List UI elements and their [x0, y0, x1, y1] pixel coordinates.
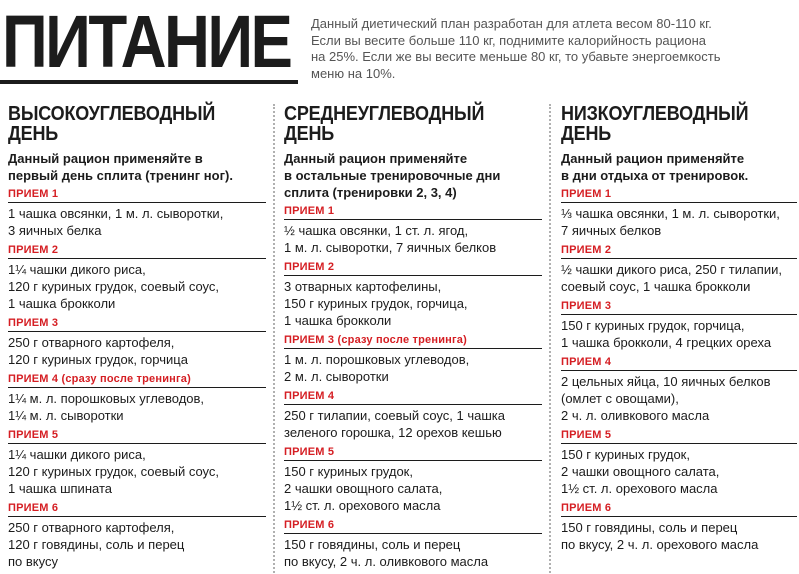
meal-line: 1 м. л. порошковых углеводов,	[284, 352, 470, 367]
meal-label: ПРИЕМ 3 (сразу после тренинга)	[284, 333, 542, 349]
meal-line: 1 чашка брокколи	[284, 313, 392, 328]
intro-line: Данный диетический план разработан для атлета весом 80-110 кг.	[311, 16, 712, 31]
meal-line: 150 г куриных грудок, горчица,	[284, 296, 468, 311]
page-header	[0, 0, 799, 100]
meal-label: ПРИЕМ 2	[284, 260, 542, 276]
column-title-line: ВЫСОКОУГЛЕВОДНЫЙ	[8, 103, 216, 125]
meal-text	[8, 390, 266, 424]
meal-label: ПРИЕМ 4	[284, 389, 542, 405]
meal-block	[284, 333, 542, 385]
meal-block	[561, 299, 797, 351]
column-description	[284, 150, 542, 201]
meal-line: 7 яичных белков	[561, 223, 662, 238]
meal-line: 250 г тилапии, соевый соус, 1 чашка	[284, 408, 505, 423]
meal-line: 3 отварных картофелины,	[284, 279, 442, 294]
meal-label: ПРИЕМ 6	[561, 501, 797, 517]
meal-text	[561, 205, 797, 239]
meal-text	[8, 334, 266, 368]
meal-line: зеленого горошка, 12 орехов кешью	[284, 425, 502, 440]
meal-text	[284, 351, 542, 385]
meal-line: 1½ ст. л. орехового масла	[561, 481, 718, 496]
meal-line: 250 г отварного картофеля,	[8, 335, 175, 350]
meal-line: 150 г говядины, соль и перец	[284, 537, 461, 552]
meal-line: 2 цельных яйца, 10 яичных белков	[561, 374, 771, 389]
meal-line: ½ чашка овсянки, 1 ст. л. ягод,	[284, 223, 469, 238]
meal-line: 1¼ чашки дикого риса,	[8, 447, 146, 462]
desc-line: Данный рацион применяйте в	[8, 151, 203, 166]
meal-text	[561, 261, 797, 295]
meal-text	[8, 446, 266, 497]
meal-text	[8, 205, 266, 239]
meal-block	[561, 355, 797, 424]
meal-line: 2 м. л. сыворотки	[284, 369, 389, 384]
meal-line: 250 г отварного картофеля,	[8, 520, 175, 535]
meal-label: ПРИЕМ 3	[8, 316, 266, 332]
title-block	[0, 0, 298, 84]
meal-label: ПРИЕМ 1	[284, 204, 542, 220]
meal-text	[561, 446, 797, 497]
desc-line: первый день сплита (тренинг ног).	[8, 168, 233, 183]
meal-line: (омлет с овощами),	[561, 391, 679, 406]
meal-text	[284, 463, 542, 514]
desc-line: в дни отдыха от тренировок.	[561, 168, 749, 183]
meal-block	[561, 501, 797, 553]
meal-line: по вкусу	[8, 554, 58, 569]
meal-line: соевый соус, 1 чашка брокколи	[561, 279, 751, 294]
meal-label: ПРИЕМ 2	[561, 243, 797, 259]
meal-label: ПРИЕМ 6	[284, 518, 542, 534]
meal-block	[8, 501, 266, 570]
meal-label: ПРИЕМ 5	[284, 445, 542, 461]
meal-block	[8, 316, 266, 368]
column-medium-carb	[284, 104, 542, 574]
meal-line: ½ чашки дикого риса, 250 г тилапии,	[561, 262, 782, 277]
meal-line: 2 чашки овощного салата,	[284, 481, 443, 496]
column-title-line: ДЕНЬ	[561, 123, 612, 145]
meal-label: ПРИЕМ 5	[8, 428, 266, 444]
meal-line: 2 чашки овощного салата,	[561, 464, 720, 479]
meal-line: 120 г куриных грудок, соевый соус,	[8, 464, 220, 479]
column-title	[284, 104, 516, 144]
meal-line: 1 чашка брокколи	[8, 296, 116, 311]
column-title-line: СРЕДНЕУГЛЕВОДНЫЙ	[284, 103, 485, 125]
intro-line: на 25%. Если же вы весите меньше 80 кг, то убавьте энергоемкость	[311, 49, 721, 64]
meal-line: 1¼ чашки дикого риса,	[8, 262, 146, 277]
meal-line: 1½ ст. л. орехового масла	[284, 498, 441, 513]
meal-block	[561, 187, 797, 239]
meal-block	[561, 428, 797, 497]
column-title	[8, 104, 240, 144]
meal-block	[284, 260, 542, 329]
meal-text	[284, 536, 542, 570]
meal-text	[561, 519, 797, 553]
meal-line: 150 г куриных грудок,	[561, 447, 690, 462]
meal-label: ПРИЕМ 4 (сразу после тренинга)	[8, 372, 266, 388]
meal-label: ПРИЕМ 4	[561, 355, 797, 371]
column-description	[8, 150, 266, 184]
meal-block	[8, 187, 266, 239]
meal-text	[8, 519, 266, 570]
meal-label: ПРИЕМ 1	[8, 187, 266, 203]
meal-label: ПРИЕМ 5	[561, 428, 797, 444]
meal-block	[284, 518, 542, 570]
desc-line: Данный рацион применяйте	[561, 151, 745, 166]
meal-text	[284, 278, 542, 329]
meal-line: 120 г говядины, соль и перец	[8, 537, 185, 552]
meal-text	[561, 317, 797, 351]
meal-text	[561, 373, 797, 424]
intro-line: Если вы весите больше 110 кг, поднимите калорийность рациона	[311, 32, 707, 48]
meal-line: 1 чашка шпината	[8, 481, 112, 496]
meal-line: 1 м. л. сыворотки, 7 яичных белков	[284, 240, 497, 255]
desc-line: в остальные тренировочные дни	[284, 168, 501, 183]
meal-block	[8, 428, 266, 497]
meal-line: 1 чашка брокколи, 4 грецких ореха	[561, 335, 772, 350]
meal-line: 1 чашка овсянки, 1 м. л. сыворотки,	[8, 206, 224, 221]
column-divider	[549, 104, 551, 573]
desc-line: Данный рацион применяйте	[284, 151, 468, 166]
meal-label: ПРИЕМ 6	[8, 501, 266, 517]
intro-paragraph	[311, 16, 781, 82]
desc-line: сплита (тренировки 2, 3, 4)	[284, 185, 457, 200]
meal-block	[8, 372, 266, 424]
meal-label: ПРИЕМ 2	[8, 243, 266, 259]
meal-line: 1¼ м. л. порошковых углеводов,	[8, 391, 205, 406]
meal-line: ⅓ чашка овсянки, 1 м. л. сыворотки,	[561, 206, 780, 221]
column-description	[561, 150, 797, 184]
meal-line: 150 г куриных грудок,	[284, 464, 413, 479]
meal-line: 3 яичных белка	[8, 223, 102, 238]
meal-line: 150 г говядины, соль и перец	[561, 520, 738, 535]
meal-block	[8, 243, 266, 312]
meal-line: 1¼ м. л. сыворотки	[8, 408, 124, 423]
column-high-carb	[8, 104, 266, 574]
meal-block	[284, 204, 542, 256]
intro-line: меню на 10%.	[311, 65, 396, 81]
meal-line: 150 г куриных грудок, горчица,	[561, 318, 745, 333]
meal-label: ПРИЕМ 3	[561, 299, 797, 315]
meal-text	[284, 222, 542, 256]
column-low-carb	[561, 104, 797, 557]
meal-line: по вкусу, 2 ч. л. орехового масла	[561, 537, 759, 552]
meal-line: 120 г куриных грудок, соевый соус,	[8, 279, 220, 294]
meal-label: ПРИЕМ 1	[561, 187, 797, 203]
meal-block	[561, 243, 797, 295]
meal-line: 2 ч. л. оливкового масла	[561, 408, 710, 423]
meal-line: 120 г куриных грудок, горчица	[8, 352, 188, 367]
column-title	[561, 104, 773, 144]
meal-block	[284, 445, 542, 514]
meal-line: по вкусу, 2 ч. л. оливкового масла	[284, 554, 489, 569]
column-title-line: НИЗКОУГЛЕВОДНЫЙ	[561, 103, 749, 125]
meal-text	[8, 261, 266, 312]
page-title: ПИТАНИЕ	[2, 0, 291, 83]
column-title-line: ДЕНЬ	[284, 123, 335, 145]
meal-text	[284, 407, 542, 441]
column-divider	[273, 104, 275, 573]
meal-block	[284, 389, 542, 441]
column-title-line: ДЕНЬ	[8, 123, 59, 145]
